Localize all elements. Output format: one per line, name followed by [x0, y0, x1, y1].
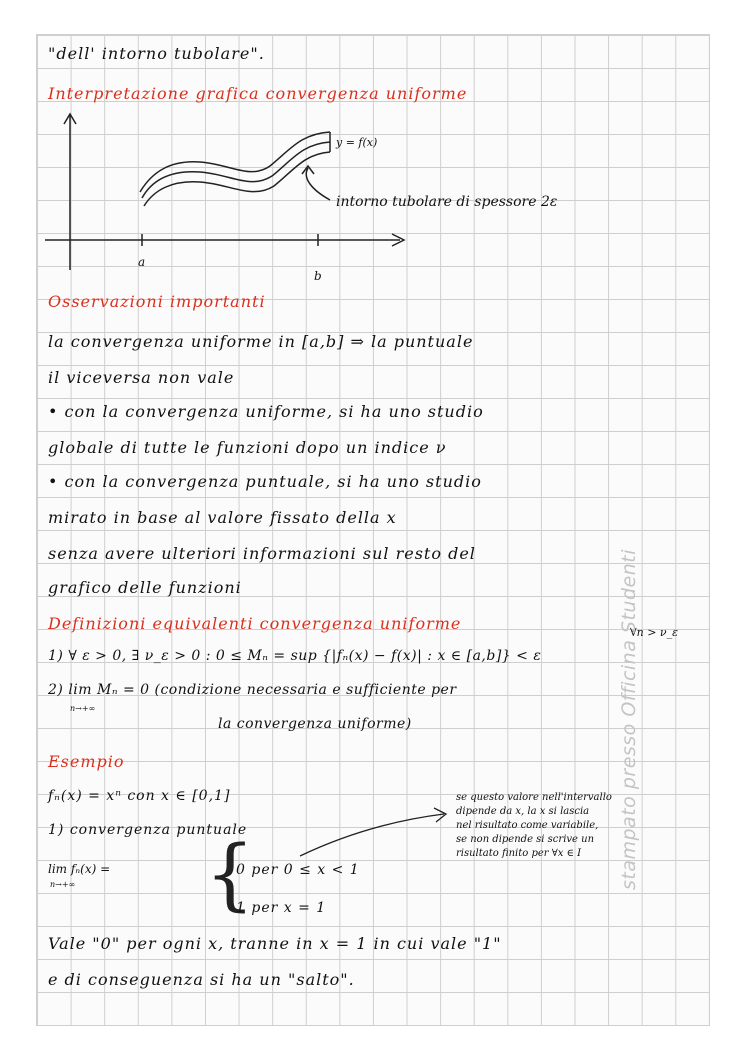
tube-pointer [306, 168, 330, 200]
note-line-3: nel risultato come variabile, [456, 820, 599, 831]
obs-line-1: la convergenza uniforme in [a,b] ⇒ la puntuale [48, 332, 474, 351]
conclusion-line-1: Vale "0" per ogni x, tranne in x = 1 in cui vale "1" [48, 934, 502, 953]
watermark: stampato presso Officina Studenti [618, 549, 640, 890]
section-title-example: Esempio [48, 752, 125, 771]
section-title-definitions: Definizioni equivalenti convergenza uniforme [48, 614, 462, 633]
pointer-arrow-icon [302, 166, 314, 174]
obs-line-6: mirato in base al valore fissato della x [48, 508, 397, 527]
example-limit-sub: n→+∞ [50, 880, 76, 889]
def2-limit-sub: n→+∞ [70, 704, 96, 713]
obs-line-8: grafico delle funzioni [48, 578, 242, 597]
definition-2-cont: la convergenza uniforme) [218, 716, 412, 732]
note-line-4: se non dipende si scrive un [456, 834, 595, 845]
section-title-graphic: Interpretazione grafica convergenza uniforme [48, 84, 468, 103]
case-2: 1 per x = 1 [236, 900, 327, 916]
section-title-observations: Osservazioni importanti [48, 292, 266, 311]
obs-line-5: • con la convergenza puntuale, si ha uno studio [48, 472, 482, 491]
definition-2: 2) lim Mₙ = 0 (condizione necessaria e sufficiente per [48, 682, 457, 698]
cases-brace: { [205, 830, 255, 920]
obs-line-7: senza avere ulteriori informazioni sul resto del [48, 544, 476, 563]
case-1: 0 per 0 ≤ x < 1 [236, 862, 360, 878]
def1-note: ∀n > ν_ε [630, 626, 679, 639]
fx-label: y = f(x) [336, 136, 378, 149]
conclusion-line-2: e di conseguenza si ha un "salto". [48, 970, 355, 989]
label-b: b [314, 269, 322, 283]
example-function: fₙ(x) = xⁿ con x ∈ [0,1] [48, 788, 231, 804]
obs-line-4: globale di tutte le funzioni dopo un indice ν [48, 438, 447, 457]
obs-line-3: • con la convergenza uniforme, si ha uno studio [48, 402, 484, 421]
note-line-2: dipende da x, la x si lascia [456, 806, 590, 817]
uniform-convergence-graph [40, 110, 660, 290]
obs-line-2: il viceversa non vale [48, 368, 235, 387]
note-line-5: risultato finito per ∀x ∈ I [456, 848, 582, 859]
note-line-1: se questo valore nell'intervallo [456, 792, 612, 803]
tube-label: intorno tubolare di spessore 2ε [336, 194, 558, 210]
label-a: a [138, 255, 146, 269]
note-arrow [296, 804, 456, 864]
intro-line: "dell' intorno tubolare". [48, 44, 265, 63]
example-limit: lim fₙ(x) = [48, 862, 111, 876]
definition-1: 1) ∀ ε > 0, ∃ ν_ε > 0 : 0 ≤ Mₙ = sup {|fₙ(x) − f(x)| : x ∈ [a,b]} < ε [48, 648, 542, 664]
example-step-1: 1) convergenza puntuale [48, 822, 248, 838]
